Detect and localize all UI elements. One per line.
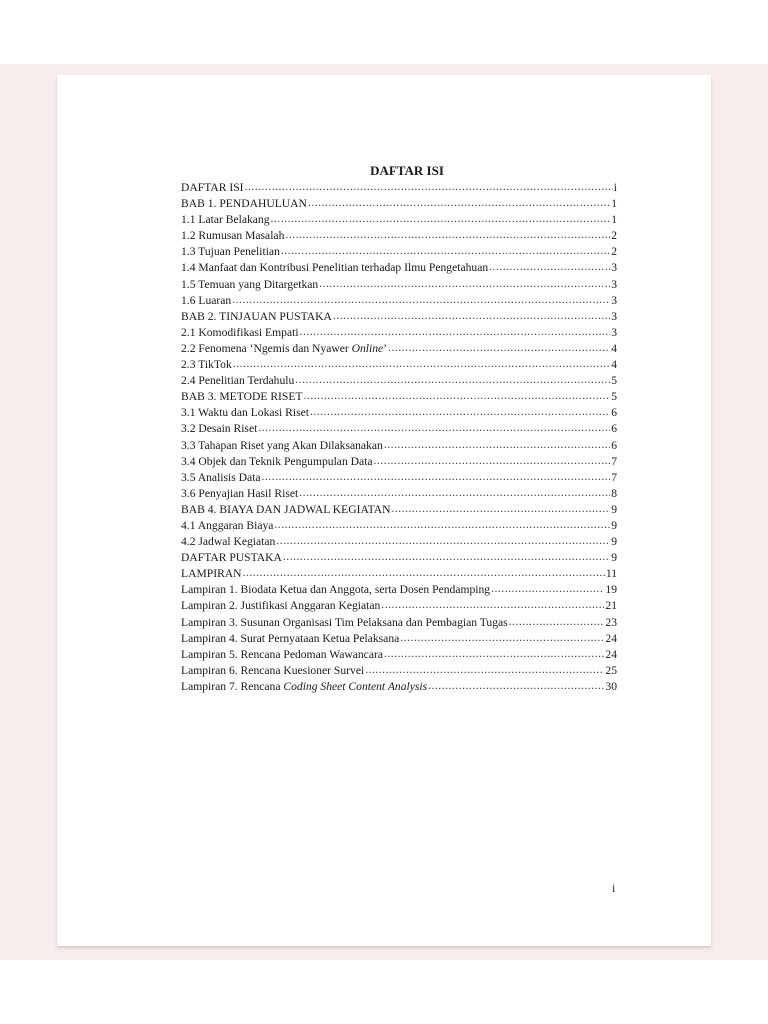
toc-entry[interactable] [181,486,617,502]
toc-entry-label-text: ’ [383,341,388,355]
toc-entry-label: 3.5 Analisis Data [181,470,261,484]
toc-entry[interactable] [181,180,617,196]
toc-entry-page-number: 4 [611,358,617,372]
dot-leader [281,243,610,259]
dot-leader [299,485,610,501]
toc-entry-page-number: 9 [611,535,617,549]
toc-entry-label: 4.2 Jadwal Kegiatan [181,535,276,549]
dot-leader [258,420,610,436]
toc-entry-page-number: 9 [611,551,617,565]
toc-entry[interactable] [181,260,617,276]
toc-entry-page-number: 4 [611,341,617,355]
dot-leader [295,372,610,388]
toc-entry[interactable] [181,438,617,454]
toc-entry-page-number: 6 [611,438,617,452]
toc-entry-page-number: 6 [611,422,617,436]
toc-entry[interactable] [181,325,617,341]
dot-leader [491,581,604,597]
dot-leader [374,453,611,469]
toc-entry-label: 3.4 Objek dan Teknik Pengumpulan Data [181,454,373,468]
toc-entry-page-number: 30 [605,679,617,693]
toc-entry-label: 1.5 Temuan yang Ditargetkan [181,277,319,291]
toc-entry-label: Lampiran 1. Biodata Ketua dan Anggota, serta Dosen Pendamping [181,583,491,597]
dot-leader [274,517,610,533]
page-number: i [612,881,616,895]
dot-leader [384,646,604,662]
toc-entry-label: DAFTAR PUSTAKA [181,551,282,565]
dot-leader [319,276,610,292]
dot-leader [365,662,604,678]
toc-entry-page-number: 11 [605,567,617,581]
toc-entry-label: 2.1 Komodifikasi Empati [181,325,299,339]
toc-entry-page-number: 7 [611,454,617,468]
toc-entry[interactable] [181,679,617,695]
toc-entry[interactable] [181,244,617,260]
toc-entry-label: Lampiran 5. Rencana Pedoman Wawancara [181,647,383,661]
toc-entry-page-number: 3 [611,277,617,291]
toc-entry-page-number: 24 [605,647,617,661]
toc-entry[interactable] [181,196,617,212]
table-of-contents [181,163,617,695]
dot-leader [428,678,604,694]
toc-entry-label: 2.3 TikTok [181,358,232,372]
toc-entry-page-number: 3 [611,325,617,339]
toc-entry[interactable] [181,663,617,679]
toc-entry-page-number: 21 [605,599,617,613]
toc-entry-label: 3.6 Penyajian Hasil Riset [181,486,299,500]
dot-leader [300,324,611,340]
toc-entry-page-number: 24 [605,631,617,645]
toc-entry-label: 1.1 Latar Belakang [181,213,270,227]
toc-entry-page-number: 9 [611,518,617,532]
dot-leader [271,211,611,227]
toc-entry[interactable] [181,357,617,373]
dot-leader [388,340,610,356]
toc-entry[interactable] [181,228,617,244]
document-page [57,75,711,946]
dot-leader [333,308,610,324]
toc-entry[interactable] [181,405,617,421]
toc-entry-label: 2.4 Penelitian Terdahulu [181,374,295,388]
toc-entry-label [181,341,387,357]
toc-entry-list [181,180,617,695]
toc-entry-page-number: 1 [611,213,617,227]
dot-leader [285,227,610,243]
toc-entry-page-number: 25 [605,663,617,677]
toc-entry-label-italic: Coding Sheet Content Analysis [283,679,428,693]
toc-entry[interactable] [181,534,617,550]
toc-entry-label [181,679,427,695]
toc-entry-label: 3.3 Tahapan Riset yang Akan Dilaksanakan [181,438,383,452]
toc-entry-page-number: i [613,181,617,194]
toc-entry[interactable] [181,550,617,566]
toc-entry-label: 4.1 Anggaran Biaya [181,518,274,532]
toc-entry-label: 1.3 Tujuan Penelitian [181,245,280,259]
toc-entry-page-number: 5 [611,374,617,388]
toc-title: DAFTAR ISI [370,163,444,178]
toc-entry[interactable] [181,582,617,598]
toc-entry-label: BAB 2. TINJAUAN PUSTAKA [181,309,332,323]
toc-entry[interactable] [181,454,617,470]
toc-entry[interactable] [181,421,617,437]
toc-entry-page-number: 9 [611,502,617,516]
toc-entry-label: BAB 3. METODE RISET [181,390,303,404]
toc-entry[interactable] [181,631,617,647]
toc-entry-label: Lampiran 4. Surat Pernyataan Ketua Pelaksana [181,631,400,645]
toc-entry-label: 3.1 Waktu dan Lokasi Riset [181,406,309,420]
dot-leader [304,388,611,404]
toc-entry-page-number: 2 [611,229,617,243]
toc-entry-label: 3.2 Desain Riset [181,422,258,436]
dot-leader [384,437,610,453]
dot-leader [381,597,604,613]
toc-entry[interactable] [181,373,617,389]
toc-entry-label: Lampiran 3. Susunan Organisasi Tim Pelaksana dan Pembagian Tugas [181,615,508,629]
dot-leader [276,533,610,549]
toc-entry-label: Lampiran 6. Rencana Kuesioner Survei [181,663,365,677]
toc-entry[interactable] [181,212,617,228]
dot-leader [400,630,604,646]
toc-entry[interactable] [181,470,617,486]
toc-entry[interactable] [181,277,617,293]
toc-entry[interactable] [181,293,617,309]
toc-entry-label: 1.4 Manfaat dan Kontribusi Penelitian terhadap Ilmu Pengetahuan [181,261,489,275]
toc-entry-label: BAB 1. PENDAHULUAN [181,197,307,211]
toc-entry-page-number: 5 [611,390,617,404]
toc-entry-label: 1.6 Luaran [181,293,232,307]
toc-entry-page-number: 7 [611,470,617,484]
toc-entry-page-number: 2 [611,245,617,259]
toc-entry-label: Lampiran 2. Justifikasi Anggaran Kegiatan [181,599,381,613]
toc-entry-page-number: 3 [611,293,617,307]
toc-entry-page-number: 3 [611,309,617,323]
toc-entry[interactable] [181,647,617,663]
dot-leader [489,259,610,275]
toc-entry-label-text: Lampiran 7. Rencana [181,679,284,693]
toc-entry[interactable] [181,389,617,405]
toc-entry-page-number: 23 [605,615,617,629]
toc-entry-page-number: 19 [605,583,617,597]
toc-entry[interactable] [181,518,617,534]
dot-leader [232,292,610,308]
toc-entry-label: LAMPIRAN [181,567,242,581]
dot-leader [310,404,610,420]
dot-leader [262,469,611,485]
toc-entry[interactable] [181,502,617,518]
toc-entry[interactable] [181,341,617,357]
toc-entry-page-number: 8 [611,486,617,500]
dot-leader [245,179,613,195]
dot-leader [243,565,605,581]
toc-entry-page-number: 6 [611,406,617,420]
toc-entry[interactable] [181,309,617,325]
toc-entry[interactable] [181,615,617,631]
dot-leader [509,614,605,630]
toc-entry[interactable] [181,566,617,582]
dot-leader [308,195,610,211]
toc-entry-label: 1.2 Rumusan Masalah [181,229,285,243]
toc-entry-label-italic: Online [351,341,384,355]
toc-entry-page-number: 1 [611,197,617,211]
toc-entry-label-text: 2.2 Fenomena ‘Ngemis dan Nyawer [181,341,352,355]
toc-entry-page-number: 3 [611,261,617,275]
dot-leader [283,549,610,565]
dot-leader [391,501,610,517]
dot-leader [233,356,610,372]
toc-entry-label: DAFTAR ISI [181,181,244,194]
toc-entry[interactable] [181,598,617,614]
toc-entry-label: BAB 4. BIAYA DAN JADWAL KEGIATAN [181,502,391,516]
